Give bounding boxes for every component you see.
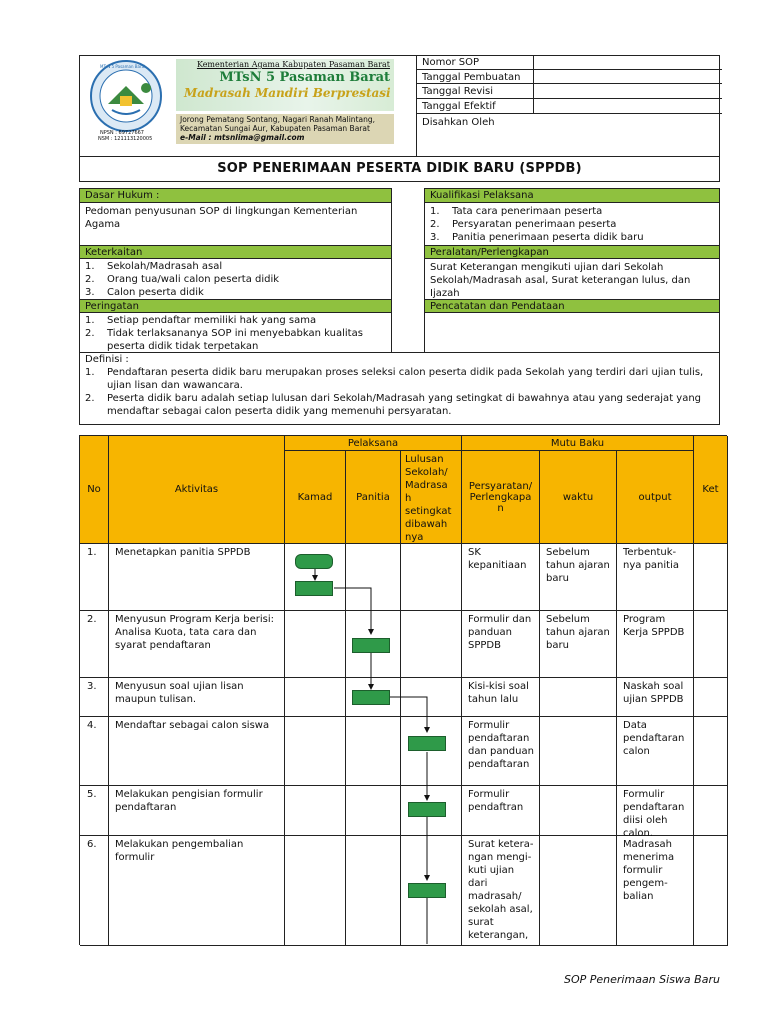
meta-nomor-sop: Nomor SOP xyxy=(422,57,479,68)
cell-waktu-text: Sebelum tahun ajaran baru xyxy=(546,547,610,584)
page-title xyxy=(79,156,720,182)
keterkaitan-list xyxy=(83,260,383,299)
col-no-header: No xyxy=(80,436,109,544)
logo-ring-text: MTsN 5 Pasaman Barat xyxy=(100,64,146,69)
footer-text: SOP Penerimaan Siswa Baru xyxy=(564,973,720,986)
cell-aktivitas-text: Menyusun Program Kerja berisi: Analisa Kuota, tata cara dan syarat pendaftaran xyxy=(115,614,274,651)
cell-output-text: Terbentuk-nya panitia xyxy=(623,547,679,571)
cell-output-text: Program Kerja SPPDB xyxy=(623,614,685,638)
flow-step-6-box xyxy=(408,883,446,898)
page-title-text: SOP PENERIMAAN PESERTA DIDIK BARU (SPPDB) xyxy=(217,161,582,176)
pencatatan-title: Pencatatan dan Pendataan xyxy=(430,301,565,312)
list-item: 2. Tidak terlaksananya SOP ini menyebabkan kualitas peserta didik tidak terpetakan xyxy=(85,328,363,352)
cell-persyaratan-text: Formulir dan panduan SPPDB xyxy=(468,614,532,651)
list-item: 1. Pendaftaran peserta didik baru merupakan proses seleksi calon peserta didik pada Sekolah yang terdiri dari ujian tulis, ujian lisan dan wawancara. xyxy=(85,367,704,391)
kualifikasi-title: Kualifikasi Pelaksana xyxy=(430,190,534,201)
flow-start-terminator xyxy=(295,554,333,569)
peringatan-list xyxy=(83,314,363,353)
cell-aktivitas-text: Menetapkan panitia SPPDB xyxy=(115,547,251,558)
pelaksana-header: Pelaksana xyxy=(285,436,462,451)
col-lulusan-header: Lulusan Sekolah/ Madrasa h setingkat dibawah nya xyxy=(401,451,462,544)
cell-aktivitas-text: Mendaftar sebagai calon siswa xyxy=(115,720,270,731)
school-motto: Madrasah Mandiri Berprestasi xyxy=(184,86,391,100)
cell-aktivitas-text: Melakukan pengembalian formulir xyxy=(115,839,244,863)
right-info-column xyxy=(424,188,720,353)
cell-no-text: 4. xyxy=(87,720,97,731)
col-persyaratan-header: Persyaratan/ Perlengkapa n xyxy=(462,451,540,544)
definisi-box xyxy=(79,352,720,425)
flow-step-5-box xyxy=(408,802,446,817)
cell-no-text: 5. xyxy=(87,789,97,800)
meta-tanggal-pembuatan: Tanggal Pembuatan xyxy=(422,72,521,83)
col-panitia-header: Panitia xyxy=(346,451,401,544)
peringatan-title: Peringatan xyxy=(85,301,139,312)
cell-persyaratan-text: Formulir pendaftran xyxy=(468,789,524,813)
cell-output-text: Formulir pendaftaran diisi oleh calon. xyxy=(623,789,685,839)
list-item: 2. Orang tua/wali calon peserta didik xyxy=(85,274,280,285)
list-item: 1. Sekolah/Madrasah asal xyxy=(85,261,223,272)
cell-output-text: Madrasah menerima formulir pengem-balian xyxy=(623,839,675,902)
npsn-text: NPSN : 69727667 xyxy=(100,130,144,136)
address-line-2: Kecamatan Sungai Aur, Kabupaten Pasaman Barat xyxy=(180,124,370,133)
school-logo xyxy=(86,58,166,150)
cell-no-text: 6. xyxy=(87,839,97,850)
col-kamad-header: Kamad xyxy=(285,451,346,544)
cell-aktivitas-text: Menyusun soal ujian lisan maupun tulisan. xyxy=(115,681,244,705)
header-block xyxy=(79,55,720,157)
definisi-title: Definisi : xyxy=(85,354,129,365)
list-item: 2. Peserta didik baru adalah setiap lulusan dari Sekolah/Madrasah yang setingkat di bawahnya atau yang sederajat yang mendaftar sebagai calon peserta didik yang memenuhi persyaratan. xyxy=(85,393,702,417)
cell-persyaratan-text: Kisi-kisi soal tahun lalu xyxy=(468,681,529,705)
peringatan-header xyxy=(80,299,391,313)
flowchart-overlay xyxy=(80,436,728,946)
address-box xyxy=(176,114,394,144)
list-item: 3. Panitia penerimaan peserta didik baru xyxy=(430,232,644,243)
peralatan-text: Surat Keterangan mengikuti ujian dari Sekolah Sekolah/Madrasah asal, Surat keterangan lulus, dan Ijazah xyxy=(430,262,691,299)
kualifikasi-list xyxy=(428,205,713,244)
meta-tanggal-revisi: Tanggal Revisi xyxy=(422,86,494,97)
cell-output-text: Naskah soal ujian SPPDB xyxy=(623,681,684,705)
cell-persyaratan-text: Formulir pendaftaran dan panduan pendaftaran xyxy=(468,720,534,770)
flow-step-3-box xyxy=(352,690,390,705)
keterkaitan-header xyxy=(80,245,391,259)
sop-table xyxy=(79,435,727,945)
peralatan-title: Peralatan/Perlengkapan xyxy=(430,247,549,258)
school-banner xyxy=(176,59,394,111)
cell-output-text: Data pendaftaran calon xyxy=(623,720,685,757)
list-item: 1. Tata cara penerimaan peserta xyxy=(430,206,603,217)
cell-no-text: 1. xyxy=(87,547,97,558)
flow-step-1-box xyxy=(295,581,333,596)
definisi-list xyxy=(83,366,713,418)
flow-step-4-box xyxy=(408,736,446,751)
col-ket-header: Ket xyxy=(694,436,728,544)
cell-waktu-text: Sebelum tahun ajaran baru xyxy=(546,614,610,651)
school-name: MTsN 5 Pasaman Barat xyxy=(219,70,390,85)
address-line-1: Jorong Pematang Sontang, Nagari Ranah Malintang, xyxy=(180,115,375,124)
cell-no-text: 3. xyxy=(87,681,97,692)
left-info-column xyxy=(79,188,392,353)
peralatan-header xyxy=(425,245,719,259)
email-text: e-Mail : mtsnlima@gmail.com xyxy=(180,133,305,142)
cell-aktivitas-text: Melakukan pengisian formulir pendaftaran xyxy=(115,789,263,813)
cell-no-text: 2. xyxy=(87,614,97,625)
meta-disahkan-oleh: Disahkan Oleh xyxy=(422,117,495,128)
list-item: 2. Persyaratan penerimaan peserta xyxy=(430,219,617,230)
meta-tanggal-efektif: Tanggal Efektif xyxy=(422,101,496,112)
list-item: 1. Setiap pendaftar memiliki hak yang sama xyxy=(85,315,317,326)
col-waktu-header: waktu xyxy=(540,451,617,544)
keterkaitan-title: Keterkaitan xyxy=(85,247,143,258)
dasar-hukum-header xyxy=(80,189,391,203)
col-aktivitas-header: Aktivitas xyxy=(109,436,285,544)
meta-table xyxy=(416,55,721,157)
pencatatan-header xyxy=(425,299,719,313)
list-item: 3. Calon peserta didik xyxy=(85,287,204,298)
cell-persyaratan-text: SK kepanitiaan xyxy=(468,547,527,571)
flow-step-2-box xyxy=(352,638,390,653)
dasar-hukum-text: Pedoman penyusunan SOP di lingkungan Kementerian Agama xyxy=(85,206,358,230)
nsm-text: NSM : 121113120005 xyxy=(98,136,153,142)
kualifikasi-header xyxy=(425,189,719,203)
dasar-hukum-title: Dasar Hukum : xyxy=(85,190,160,201)
mutu-baku-header: Mutu Baku xyxy=(462,436,694,451)
cell-persyaratan-text: Surat ketera-ngan mengi-kuti ujian dari madrasah/ sekolah asal, surat keterangan, xyxy=(468,839,534,941)
ministry-name: Kementerian Agama Kabupaten Pasaman Barat xyxy=(196,60,390,69)
col-output-header: output xyxy=(617,451,694,544)
